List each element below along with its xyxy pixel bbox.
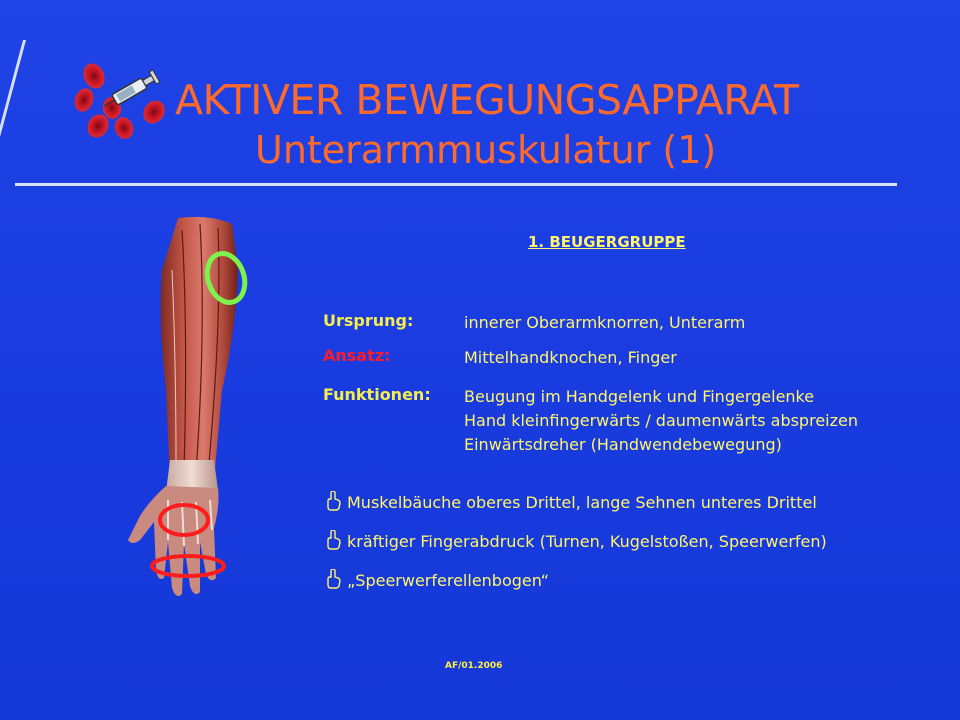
- footer-code: AF/01.2006: [445, 661, 503, 671]
- definition-line: Hand kleinfingerwärts / daumenwärts abspreizen: [464, 411, 858, 430]
- definition-label: Ursprung:: [323, 311, 414, 330]
- definition-label: Ansatz:: [323, 346, 391, 365]
- pointing-hand-icon: [325, 530, 341, 550]
- slide-subtitle: Unterarmmuskulatur (1): [255, 128, 717, 172]
- bullet-text: kräftiger Fingerabdruck (Turnen, Kugelstoßen, Speerwerfen): [347, 532, 827, 551]
- section-heading: 1. BEUGERGRUPPE: [528, 233, 686, 251]
- pointing-hand-icon: [325, 569, 341, 589]
- bullet-item: [325, 530, 827, 551]
- bullet-item: [325, 491, 817, 512]
- slide-title: AKTIVER BEWEGUNGSAPPARAT: [175, 76, 799, 124]
- definition-label: Funktionen:: [323, 385, 431, 404]
- bullet-text: Muskelbäuche oberes Drittel, lange Sehnen unteres Drittel: [347, 493, 817, 512]
- pointing-hand-icon: [325, 491, 341, 511]
- definition-line: Mittelhandknochen, Finger: [464, 348, 677, 367]
- definition-value: [464, 346, 677, 370]
- definition-value: [464, 311, 745, 335]
- definition-value: [464, 385, 858, 457]
- blood-cells-logo-icon: [72, 62, 172, 148]
- bullet-text: „Speerwerferellenbogen“: [347, 571, 550, 590]
- definition-line: Einwärtsdreher (Handwendebewegung): [464, 435, 782, 454]
- decorative-diagonal-line: [0, 40, 26, 215]
- bullet-item: [325, 569, 549, 590]
- forearm-muscle-illustration: [110, 210, 260, 610]
- title-underline-rule: [15, 183, 897, 186]
- definition-line: Beugung im Handgelenk und Fingergelenke: [464, 387, 815, 406]
- definition-line: innerer Oberarmknorren, Unterarm: [464, 313, 746, 332]
